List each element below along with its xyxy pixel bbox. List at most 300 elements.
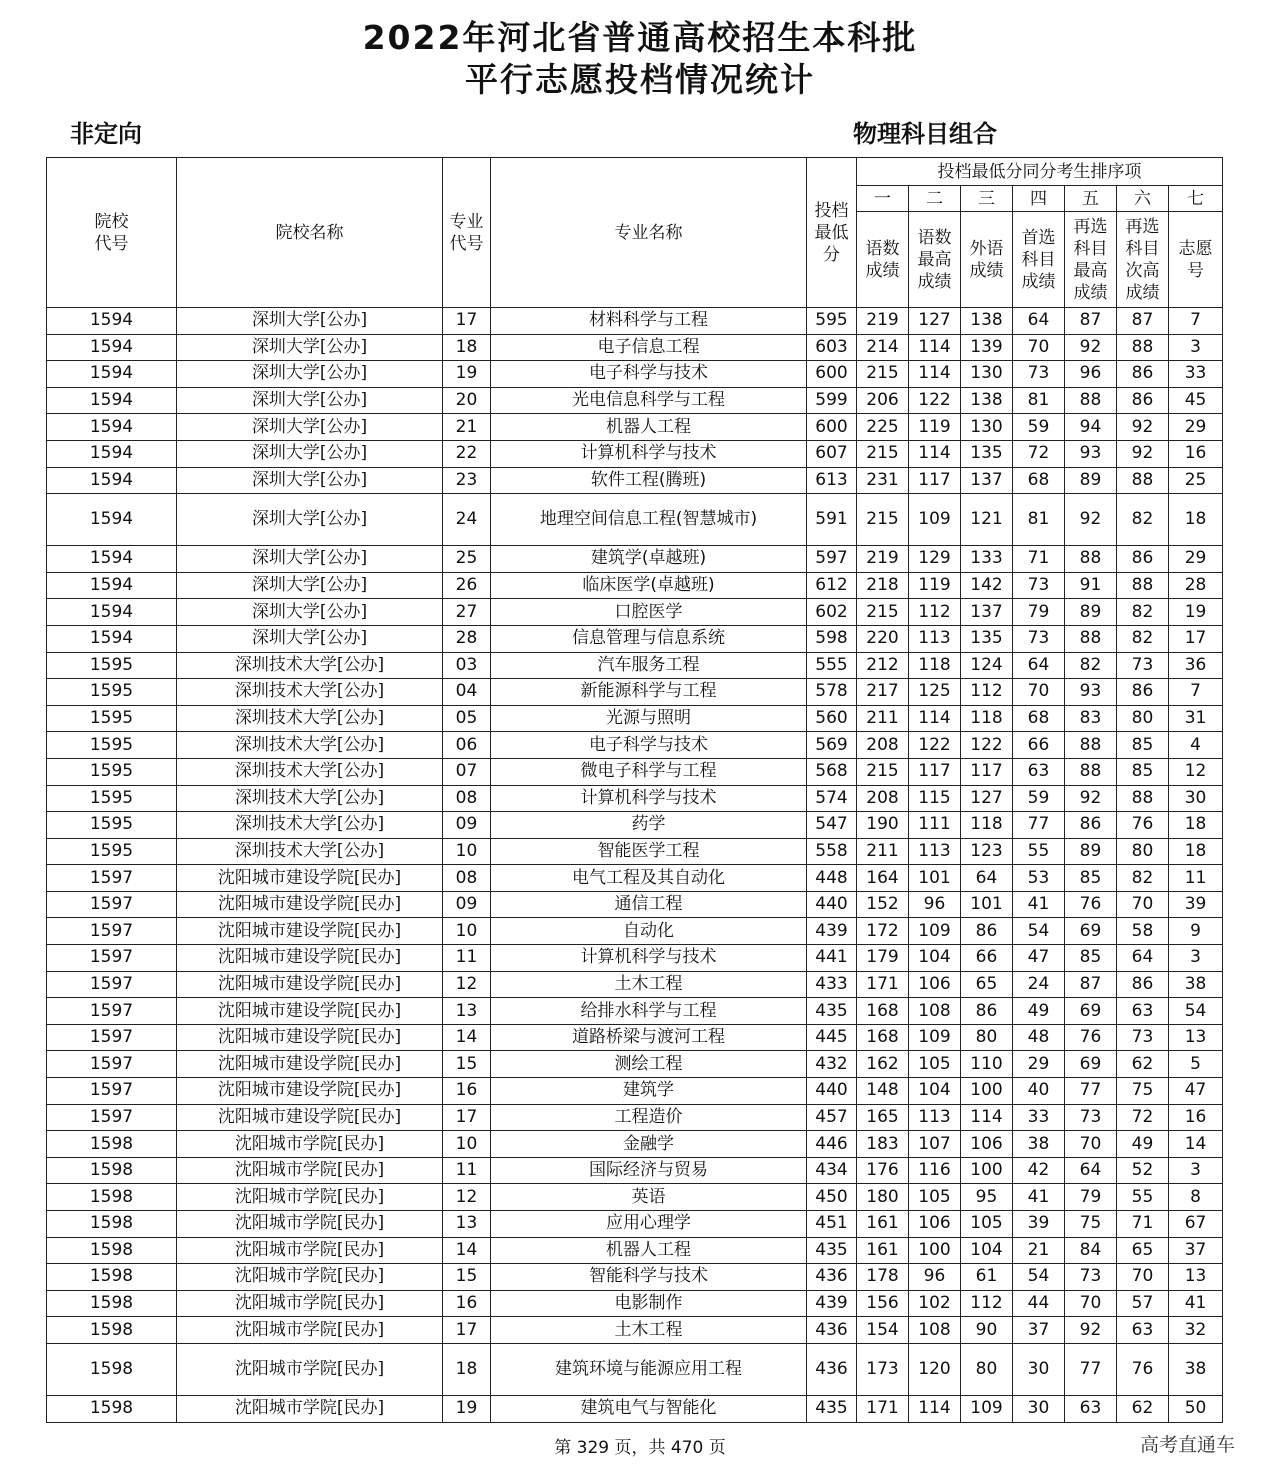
cell-school-name: 深圳技术大学[公办]: [177, 812, 443, 839]
cell-major-name: 微电子科学与工程: [491, 758, 807, 785]
cell-first-subject: 70: [1013, 679, 1065, 706]
cell-second-subject-max: 77: [1065, 1343, 1117, 1395]
cell-yushu-max: 117: [909, 758, 961, 785]
cell-min-score: 436: [807, 1343, 857, 1395]
cell-min-score: 603: [807, 334, 857, 361]
cell-major-name: 机器人工程: [491, 1237, 807, 1264]
cell-major-code: 19: [443, 1395, 491, 1422]
cell-second-subject-next: 88: [1117, 467, 1169, 494]
cell-first-subject: 49: [1013, 998, 1065, 1025]
table-row: [47, 1078, 1223, 1105]
cell-preference-no: 18: [1169, 838, 1223, 865]
cell-school-code: 1595: [47, 758, 177, 785]
cell-school-name: 深圳技术大学[公办]: [177, 679, 443, 706]
cell-first-subject: 54: [1013, 1264, 1065, 1291]
cell-foreign-lang: 80: [961, 1343, 1013, 1395]
cell-foreign-lang: 110: [961, 1051, 1013, 1078]
cell-second-subject-max: 73: [1065, 1104, 1117, 1131]
cell-second-subject-max: 91: [1065, 572, 1117, 599]
cell-foreign-lang: 104: [961, 1237, 1013, 1264]
cell-yushu-score: 215: [857, 361, 909, 388]
cell-yushu-max: 127: [909, 308, 961, 335]
table-row: [47, 918, 1223, 945]
cell-foreign-lang: 61: [961, 1264, 1013, 1291]
header-rank-item-2: 语数最高成绩: [909, 212, 961, 308]
cell-foreign-lang: 139: [961, 334, 1013, 361]
cell-school-code: 1597: [47, 1024, 177, 1051]
cell-yushu-score: 180: [857, 1184, 909, 1211]
cell-yushu-max: 122: [909, 732, 961, 759]
cell-min-score: 602: [807, 599, 857, 626]
cell-second-subject-max: 70: [1065, 1290, 1117, 1317]
cell-school-code: 1598: [47, 1317, 177, 1344]
cell-preference-no: 17: [1169, 625, 1223, 652]
cell-preference-no: 45: [1169, 387, 1223, 414]
cell-yushu-max: 114: [909, 440, 961, 467]
cell-school-name: 深圳技术大学[公办]: [177, 652, 443, 679]
cell-yushu-score: 206: [857, 387, 909, 414]
cell-first-subject: 33: [1013, 1104, 1065, 1131]
cell-school-name: 深圳大学[公办]: [177, 546, 443, 573]
cell-major-name: 机器人工程: [491, 414, 807, 441]
cell-school-name: 沈阳城市学院[民办]: [177, 1211, 443, 1238]
cell-first-subject: 53: [1013, 865, 1065, 892]
cell-preference-no: 39: [1169, 891, 1223, 918]
cell-school-name: 深圳大学[公办]: [177, 494, 443, 546]
cell-yushu-max: 105: [909, 1051, 961, 1078]
cell-school-code: 1594: [47, 599, 177, 626]
cell-first-subject: 42: [1013, 1157, 1065, 1184]
cell-yushu-score: 212: [857, 652, 909, 679]
table-row: [47, 494, 1223, 546]
cell-school-name: 沈阳城市建设学院[民办]: [177, 1024, 443, 1051]
cell-second-subject-next: 63: [1117, 998, 1169, 1025]
cell-foreign-lang: 66: [961, 945, 1013, 972]
header-rank-5: 五: [1065, 186, 1117, 212]
cell-first-subject: 68: [1013, 705, 1065, 732]
cell-school-code: 1597: [47, 998, 177, 1025]
cell-second-subject-next: 63: [1117, 1317, 1169, 1344]
cell-major-code: 11: [443, 1157, 491, 1184]
cell-second-subject-next: 82: [1117, 494, 1169, 546]
cell-yushu-max: 109: [909, 494, 961, 546]
cell-major-name: 建筑环境与能源应用工程: [491, 1343, 807, 1395]
cell-second-subject-max: 92: [1065, 1317, 1117, 1344]
cell-yushu-score: 190: [857, 812, 909, 839]
cell-second-subject-max: 92: [1065, 334, 1117, 361]
cell-second-subject-max: 88: [1065, 546, 1117, 573]
cell-school-name: 沈阳城市建设学院[民办]: [177, 1104, 443, 1131]
cell-min-score: 450: [807, 1184, 857, 1211]
cell-major-code: 21: [443, 414, 491, 441]
header-rank-item-4: 首选科目成绩: [1013, 212, 1065, 308]
cell-major-code: 06: [443, 732, 491, 759]
cell-second-subject-next: 82: [1117, 865, 1169, 892]
cell-preference-no: 47: [1169, 1078, 1223, 1105]
document-title-line2: 平行志愿投档情况统计: [465, 60, 815, 99]
cell-major-name: 电影制作: [491, 1290, 807, 1317]
cell-major-code: 11: [443, 945, 491, 972]
cell-school-code: 1594: [47, 467, 177, 494]
cell-major-name: 建筑电气与智能化: [491, 1395, 807, 1422]
cell-first-subject: 40: [1013, 1078, 1065, 1105]
cell-preference-no: 67: [1169, 1211, 1223, 1238]
cell-min-score: 457: [807, 1104, 857, 1131]
cell-yushu-score: 208: [857, 785, 909, 812]
table-row: [47, 812, 1223, 839]
cell-yushu-score: 171: [857, 1395, 909, 1422]
cell-second-subject-max: 84: [1065, 1237, 1117, 1264]
cell-school-name: 深圳技术大学[公办]: [177, 758, 443, 785]
cell-second-subject-next: 71: [1117, 1211, 1169, 1238]
cell-preference-no: 5: [1169, 1051, 1223, 1078]
cell-major-code: 09: [443, 812, 491, 839]
cell-first-subject: 70: [1013, 334, 1065, 361]
cell-yushu-score: 219: [857, 546, 909, 573]
cell-yushu-score: 215: [857, 494, 909, 546]
cell-major-code: 26: [443, 572, 491, 599]
cell-min-score: 555: [807, 652, 857, 679]
cell-second-subject-max: 79: [1065, 1184, 1117, 1211]
cell-major-code: 17: [443, 308, 491, 335]
cell-major-name: 英语: [491, 1184, 807, 1211]
cell-yushu-max: 109: [909, 1024, 961, 1051]
cell-second-subject-max: 69: [1065, 1051, 1117, 1078]
cell-min-score: 433: [807, 971, 857, 998]
cell-second-subject-max: 87: [1065, 971, 1117, 998]
table-row: [47, 1343, 1223, 1395]
cell-school-name: 深圳大学[公办]: [177, 599, 443, 626]
cell-yushu-score: 231: [857, 467, 909, 494]
cell-second-subject-next: 92: [1117, 440, 1169, 467]
cell-preference-no: 7: [1169, 308, 1223, 335]
cell-preference-no: 3: [1169, 945, 1223, 972]
table-row: [47, 679, 1223, 706]
cell-first-subject: 73: [1013, 625, 1065, 652]
cell-major-code: 22: [443, 440, 491, 467]
cell-yushu-max: 122: [909, 387, 961, 414]
cell-first-subject: 41: [1013, 1184, 1065, 1211]
table-row: [47, 1104, 1223, 1131]
cell-yushu-max: 113: [909, 625, 961, 652]
cell-preference-no: 14: [1169, 1131, 1223, 1158]
cell-min-score: 432: [807, 1051, 857, 1078]
cell-foreign-lang: 130: [961, 361, 1013, 388]
cell-major-code: 25: [443, 546, 491, 573]
cell-second-subject-max: 89: [1065, 599, 1117, 626]
cell-second-subject-max: 76: [1065, 891, 1117, 918]
cell-major-name: 计算机科学与技术: [491, 440, 807, 467]
page-info: 第 329 页，共 470 页: [554, 1438, 726, 1458]
cell-preference-no: 16: [1169, 440, 1223, 467]
cell-major-code: 08: [443, 865, 491, 892]
cell-major-name: 计算机科学与技术: [491, 945, 807, 972]
cell-yushu-max: 112: [909, 599, 961, 626]
cell-first-subject: 30: [1013, 1343, 1065, 1395]
cell-second-subject-max: 77: [1065, 1078, 1117, 1105]
cell-school-name: 沈阳城市学院[民办]: [177, 1157, 443, 1184]
cell-second-subject-next: 88: [1117, 785, 1169, 812]
cell-min-score: 435: [807, 1237, 857, 1264]
cell-second-subject-next: 85: [1117, 732, 1169, 759]
cell-school-code: 1597: [47, 918, 177, 945]
cell-school-name: 沈阳城市建设学院[民办]: [177, 971, 443, 998]
cell-major-name: 新能源科学与工程: [491, 679, 807, 706]
cell-min-score: 600: [807, 361, 857, 388]
cell-foreign-lang: 80: [961, 1024, 1013, 1051]
cell-school-code: 1594: [47, 308, 177, 335]
cell-first-subject: 81: [1013, 494, 1065, 546]
cell-min-score: 558: [807, 838, 857, 865]
cell-school-code: 1598: [47, 1237, 177, 1264]
table-row: [47, 865, 1223, 892]
cell-school-code: 1594: [47, 572, 177, 599]
table-row: [47, 1264, 1223, 1291]
table-row: [47, 838, 1223, 865]
cell-yushu-score: 162: [857, 1051, 909, 1078]
cell-major-code: 03: [443, 652, 491, 679]
cell-major-name: 应用心理学: [491, 1211, 807, 1238]
cell-foreign-lang: 118: [961, 705, 1013, 732]
table-row: [47, 1317, 1223, 1344]
cell-yushu-max: 117: [909, 467, 961, 494]
cell-min-score: 439: [807, 1290, 857, 1317]
cell-preference-no: 50: [1169, 1395, 1223, 1422]
cell-second-subject-max: 76: [1065, 1024, 1117, 1051]
cell-foreign-lang: 86: [961, 918, 1013, 945]
cell-foreign-lang: 114: [961, 1104, 1013, 1131]
cell-min-score: 436: [807, 1264, 857, 1291]
cell-yushu-max: 96: [909, 1264, 961, 1291]
cell-second-subject-next: 58: [1117, 918, 1169, 945]
cell-foreign-lang: 112: [961, 679, 1013, 706]
cell-major-name: 土木工程: [491, 971, 807, 998]
cell-major-code: 18: [443, 334, 491, 361]
cell-yushu-score: 165: [857, 1104, 909, 1131]
cell-school-code: 1594: [47, 414, 177, 441]
cell-first-subject: 77: [1013, 812, 1065, 839]
cell-school-code: 1594: [47, 494, 177, 546]
cell-school-code: 1598: [47, 1343, 177, 1395]
cell-first-subject: 47: [1013, 945, 1065, 972]
cell-major-name: 电子信息工程: [491, 334, 807, 361]
cell-preference-no: 11: [1169, 865, 1223, 892]
cell-school-code: 1594: [47, 625, 177, 652]
cell-school-code: 1597: [47, 945, 177, 972]
cell-school-code: 1595: [47, 838, 177, 865]
cell-foreign-lang: 138: [961, 387, 1013, 414]
cell-major-code: 16: [443, 1078, 491, 1105]
table-row: [47, 599, 1223, 626]
cell-yushu-max: 108: [909, 1317, 961, 1344]
cell-preference-no: 13: [1169, 1024, 1223, 1051]
cell-major-name: 光源与照明: [491, 705, 807, 732]
cell-school-code: 1594: [47, 387, 177, 414]
cell-min-score: 441: [807, 945, 857, 972]
table-row: [47, 440, 1223, 467]
cell-school-code: 1595: [47, 679, 177, 706]
cell-yushu-max: 106: [909, 971, 961, 998]
cell-school-code: 1598: [47, 1184, 177, 1211]
cell-min-score: 560: [807, 705, 857, 732]
cell-major-code: 15: [443, 1051, 491, 1078]
cell-min-score: 439: [807, 918, 857, 945]
cell-preference-no: 36: [1169, 652, 1223, 679]
cell-second-subject-max: 89: [1065, 838, 1117, 865]
cell-second-subject-next: 86: [1117, 971, 1169, 998]
cell-foreign-lang: 100: [961, 1078, 1013, 1105]
cell-min-score: 435: [807, 998, 857, 1025]
cell-school-name: 深圳大学[公办]: [177, 361, 443, 388]
cell-school-name: 沈阳城市学院[民办]: [177, 1317, 443, 1344]
cell-second-subject-next: 52: [1117, 1157, 1169, 1184]
header-tiebreak-group: 投档最低分同分考生排序项: [857, 158, 1223, 186]
cell-major-name: 口腔医学: [491, 599, 807, 626]
cell-preference-no: 7: [1169, 679, 1223, 706]
cell-major-code: 05: [443, 705, 491, 732]
cell-school-name: 深圳大学[公办]: [177, 440, 443, 467]
cell-second-subject-next: 70: [1117, 1264, 1169, 1291]
cell-yushu-score: 183: [857, 1131, 909, 1158]
cell-first-subject: 71: [1013, 546, 1065, 573]
cell-school-name: 深圳技术大学[公办]: [177, 838, 443, 865]
cell-yushu-score: 211: [857, 705, 909, 732]
cell-first-subject: 39: [1013, 1211, 1065, 1238]
cell-second-subject-next: 75: [1117, 1078, 1169, 1105]
header-rank-item-3: 外语成绩: [961, 212, 1013, 308]
cell-major-name: 通信工程: [491, 891, 807, 918]
cell-major-name: 智能医学工程: [491, 838, 807, 865]
cell-school-name: 深圳技术大学[公办]: [177, 705, 443, 732]
cell-second-subject-max: 69: [1065, 998, 1117, 1025]
cell-major-code: 09: [443, 891, 491, 918]
cell-preference-no: 29: [1169, 414, 1223, 441]
table-row: [47, 1290, 1223, 1317]
table-row: [47, 1395, 1223, 1422]
cell-school-code: 1597: [47, 865, 177, 892]
cell-school-name: 沈阳城市建设学院[民办]: [177, 1051, 443, 1078]
cell-second-subject-max: 96: [1065, 361, 1117, 388]
cell-first-subject: 64: [1013, 308, 1065, 335]
cell-preference-no: 33: [1169, 361, 1223, 388]
cell-school-name: 沈阳城市建设学院[民办]: [177, 891, 443, 918]
cell-major-name: 建筑学(卓越班): [491, 546, 807, 573]
cell-yushu-score: 171: [857, 971, 909, 998]
cell-min-score: 599: [807, 387, 857, 414]
header-major-name: 专业名称: [491, 158, 807, 308]
cell-school-name: 沈阳城市建设学院[民办]: [177, 918, 443, 945]
cell-yushu-score: 220: [857, 625, 909, 652]
cell-second-subject-next: 85: [1117, 758, 1169, 785]
table-row: [47, 1184, 1223, 1211]
cell-major-name: 临床医学(卓越班): [491, 572, 807, 599]
cell-preference-no: 4: [1169, 732, 1223, 759]
cell-second-subject-next: 57: [1117, 1290, 1169, 1317]
header-rank-3: 三: [961, 186, 1013, 212]
cell-first-subject: 54: [1013, 918, 1065, 945]
cell-min-score: 597: [807, 546, 857, 573]
cell-second-subject-max: 82: [1065, 652, 1117, 679]
cell-yushu-score: 164: [857, 865, 909, 892]
cell-school-code: 1594: [47, 334, 177, 361]
cell-yushu-max: 102: [909, 1290, 961, 1317]
cell-foreign-lang: 142: [961, 572, 1013, 599]
cell-school-name: 沈阳城市学院[民办]: [177, 1290, 443, 1317]
cell-yushu-max: 113: [909, 1104, 961, 1131]
category-label: 非定向: [70, 120, 142, 148]
cell-major-code: 19: [443, 361, 491, 388]
cell-min-score: 612: [807, 572, 857, 599]
cell-second-subject-max: 86: [1065, 812, 1117, 839]
cell-yushu-score: 168: [857, 998, 909, 1025]
cell-first-subject: 73: [1013, 361, 1065, 388]
table-row: [47, 414, 1223, 441]
cell-second-subject-next: 55: [1117, 1184, 1169, 1211]
cell-min-score: 578: [807, 679, 857, 706]
cell-major-code: 04: [443, 679, 491, 706]
cell-yushu-max: 107: [909, 1131, 961, 1158]
cell-yushu-max: 120: [909, 1343, 961, 1395]
table-row: [47, 998, 1223, 1025]
table-row: [47, 308, 1223, 335]
cell-major-code: 10: [443, 1131, 491, 1158]
cell-min-score: 600: [807, 414, 857, 441]
cell-second-subject-next: 86: [1117, 387, 1169, 414]
cell-second-subject-next: 76: [1117, 1343, 1169, 1395]
cell-major-code: 13: [443, 998, 491, 1025]
cell-foreign-lang: 106: [961, 1131, 1013, 1158]
cell-major-code: 08: [443, 785, 491, 812]
cell-preference-no: 37: [1169, 1237, 1223, 1264]
cell-school-code: 1597: [47, 1078, 177, 1105]
cell-min-score: 451: [807, 1211, 857, 1238]
cell-major-code: 15: [443, 1264, 491, 1291]
cell-second-subject-next: 73: [1117, 1024, 1169, 1051]
table-row: [47, 785, 1223, 812]
cell-major-name: 光电信息科学与工程: [491, 387, 807, 414]
table-row: [47, 467, 1223, 494]
cell-preference-no: 54: [1169, 998, 1223, 1025]
table-row: [47, 971, 1223, 998]
cell-school-name: 深圳大学[公办]: [177, 414, 443, 441]
cell-yushu-score: 176: [857, 1157, 909, 1184]
cell-major-name: 给排水科学与工程: [491, 998, 807, 1025]
cell-min-score: 574: [807, 785, 857, 812]
cell-first-subject: 21: [1013, 1237, 1065, 1264]
cell-foreign-lang: 90: [961, 1317, 1013, 1344]
cell-second-subject-next: 70: [1117, 891, 1169, 918]
cell-second-subject-next: 49: [1117, 1131, 1169, 1158]
cell-school-code: 1597: [47, 971, 177, 998]
cell-second-subject-max: 93: [1065, 440, 1117, 467]
cell-major-name: 计算机科学与技术: [491, 785, 807, 812]
cell-second-subject-next: 80: [1117, 838, 1169, 865]
cell-second-subject-next: 76: [1117, 812, 1169, 839]
cell-major-name: 建筑学: [491, 1078, 807, 1105]
cell-yushu-max: 100: [909, 1237, 961, 1264]
cell-major-name: 智能科学与技术: [491, 1264, 807, 1291]
cell-preference-no: 13: [1169, 1264, 1223, 1291]
cell-major-code: 18: [443, 1343, 491, 1395]
cell-yushu-max: 108: [909, 998, 961, 1025]
cell-yushu-max: 119: [909, 572, 961, 599]
cell-major-name: 电子科学与技术: [491, 361, 807, 388]
cell-school-name: 沈阳城市建设学院[民办]: [177, 865, 443, 892]
cell-foreign-lang: 65: [961, 971, 1013, 998]
cell-second-subject-next: 80: [1117, 705, 1169, 732]
cell-foreign-lang: 122: [961, 732, 1013, 759]
cell-foreign-lang: 112: [961, 1290, 1013, 1317]
